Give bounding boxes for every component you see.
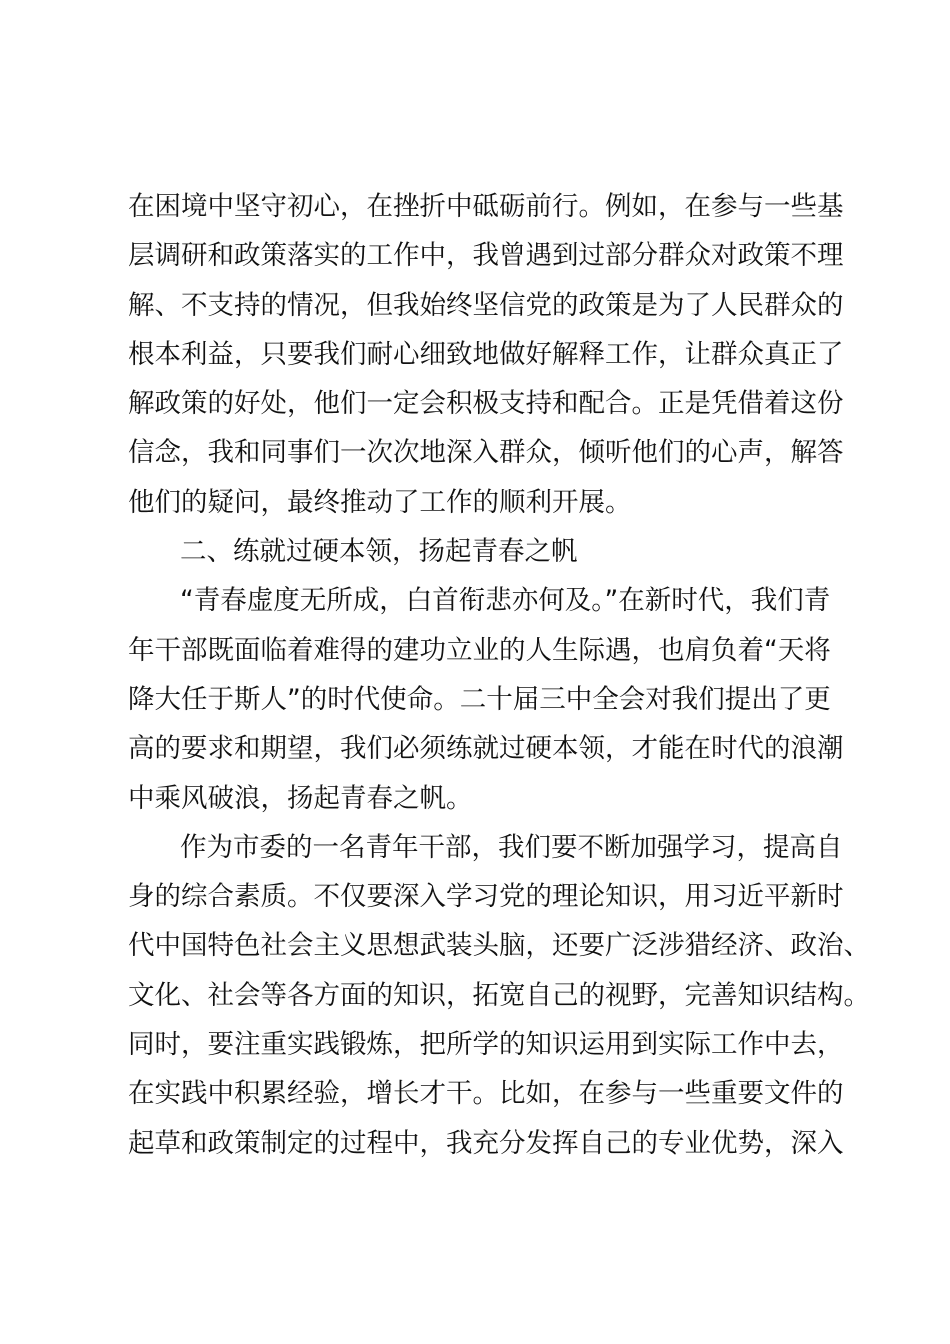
paragraph-line: 他们的疑问，最终推动了工作的顺利开展。 [128,486,632,518]
paragraph-line: 降大任于斯人”的时代使命。二十届三中全会对我们提出了更 [128,683,831,715]
paragraph-line: 文化、社会等各方面的知识，拓宽自己的视野，完善知识结构。 [128,979,870,1011]
paragraph-line: 身的综合素质。不仅要深入学习党的理论知识，用习近平新时 [128,881,844,913]
paragraph-line: 作为市委的一名青年干部，我们要不断加强学习，提高自 [180,831,843,863]
paragraph-line: 代中国特色社会主义思想武装头脑，还要广泛涉猎经济、政治、 [128,930,870,962]
paragraph-line: 解政策的好处，他们一定会积极支持和配合。正是凭借着这份 [128,388,844,420]
paragraph-line: 高的要求和期望，我们必须练就过硬本领，才能在时代的浪潮 [128,733,844,765]
paragraph-line: 年干部既面临着难得的建功立业的人生际遇，也肩负着“天将 [128,634,831,666]
section-heading: 二、练就过硬本领，扬起青春之帆 [180,536,578,568]
paragraph-line: 层调研和政策落实的工作中，我曾遇到过部分群众对政策不理 [128,240,844,272]
document-body [128,182,870,1168]
paragraph-line: 中乘风破浪，扬起青春之帆。 [128,782,473,814]
paragraph-line: 解、不支持的情况，但我始终坚信党的政策是为了人民群众的 [128,289,844,321]
paragraph-line: “青春虚度无所成，白首衔悲亦何及。”在新时代，我们青 [180,585,831,617]
paragraph-line: 起草和政策制定的过程中，我充分发挥自己的专业优势，深入 [128,1127,844,1159]
paragraph-line: 信念，我和同事们一次次地深入群众，倾听他们的心声，解答 [128,437,844,469]
paragraph-line: 根本利益，只要我们耐心细致地做好解释工作，让群众真正了 [128,338,844,370]
paragraph-line: 在困境中坚守初心，在挫折中砥砺前行。例如，在参与一些基 [128,191,844,222]
paragraph-line: 在实践中积累经验，增长才干。比如，在参与一些重要文件的 [128,1078,844,1110]
paragraph-line: 同时，要注重实践锻炼，把所学的知识运用到实际工作中去， [128,1029,844,1061]
